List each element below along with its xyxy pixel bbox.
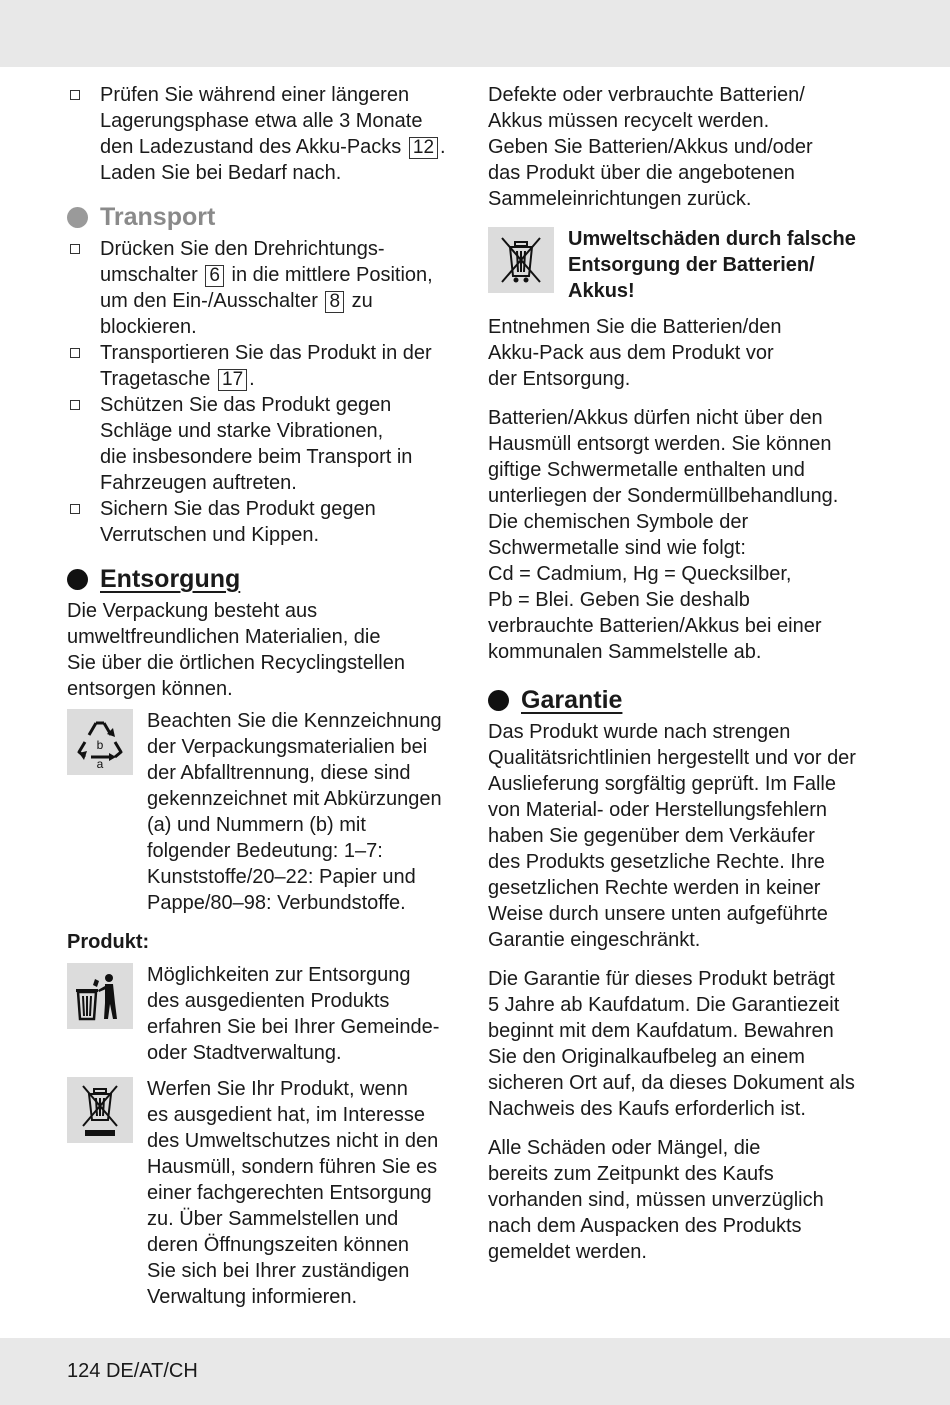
transport-heading: Transport xyxy=(67,202,467,232)
part-ref: 17 xyxy=(218,369,247,391)
recycle-abbrev-label: a xyxy=(96,757,104,769)
checkbox-square-icon xyxy=(70,90,80,100)
packaging-intro: Die Verpackung besteht aus umweltfreundlichen Materialien, die Sie über die örtlichen Recyclingstellen entsorgen können. xyxy=(67,600,405,700)
part-ref: 8 xyxy=(325,291,344,313)
checkbox-square-icon xyxy=(70,244,80,254)
tidyman-trash-icon xyxy=(67,963,133,1029)
list-item: Sichern Sie das Produkt gegen Verrutschen und Kippen. xyxy=(67,496,467,548)
bullet-dot-icon xyxy=(488,690,509,711)
garantie-paragraph-1: Das Produkt wurde nach strengen Qualitätsrichtlinien hergestellt und vor der Auslieferung sorgfältig geprüft. Im Falle von Material- oder Herstellungsfehlern haben Sie gegenüber dem Verkäufer des Produkts gesetzliche Rechte. Ihre gesetzlichen Rechte werden in keiner Weise durch unsere unten aufgeführte Garantie eingeschränkt. xyxy=(488,721,856,951)
recycling-note xyxy=(67,708,467,916)
crossed-bin-warning-icon xyxy=(488,227,554,293)
part-ref: 6 xyxy=(205,265,224,287)
garantie-paragraph-3: Alle Schäden oder Mängel, die bereits zum Zeitpunkt des Kaufs vorhanden sind, müssen unverzüglich nach dem Auspacken des Produkts gemeldet werden. xyxy=(488,1137,824,1263)
left-column xyxy=(67,82,467,1310)
storage-list xyxy=(67,82,467,186)
trash-note xyxy=(67,962,467,1066)
part-ref: 12 xyxy=(409,137,438,159)
checkbox-square-icon xyxy=(70,348,80,358)
list-item: Prüfen Sie während einer längeren Lagerungsphase etwa alle 3 Monate den Ladezustand des Akku-Packs 12 . Laden Sie bei Bedarf nach. xyxy=(67,82,467,186)
header-band xyxy=(0,0,950,67)
recycle-number-label: b xyxy=(96,738,104,752)
garantie-paragraph-2: Die Garantie für dieses Produkt beträgt 5 Jahre ab Kaufdatum. Die Garantiezeit beginnt mit dem Kaufdatum. Bewahren Sie den Originalkaufbeleg an einem sicheren Ort auf, da dieses Dokument als Nachweis des Kaufs erforderlich ist. xyxy=(488,968,855,1120)
produkt-label: Produkt: xyxy=(67,931,150,953)
page-footer xyxy=(67,1358,198,1384)
right-column xyxy=(488,82,888,1265)
battery-remove-text: Entnehmen Sie die Batterien/den Akku-Pack aus dem Produkt vor der Entsorgung. xyxy=(488,316,782,390)
battery-warning-text: Umweltschäden durch falsche Entsorgung der Batterien/ Akkus! xyxy=(568,228,856,302)
list-item: Schützen Sie das Produkt gegen Schläge und starke Vibrationen, die insbesondere beim Transport in Fahrzeugen auftreten. xyxy=(67,392,467,496)
garantie-heading: Garantie xyxy=(488,685,888,715)
checkbox-square-icon xyxy=(70,504,80,514)
heavy-metals-text: Batterien/Akkus dürfen nicht über den Hausmüll entsorgt werden. Sie können giftige Schwermetalle enthalten und unterliegen der Sondermüllbehandlung. Die chemischen Symbole der Schwermetalle sind wie folgt: Cd = Cadmium, Hg = Quecksilber, Pb = Blei. Geben Sie deshalb verbrauchte Batterien/Akkus bei einer kommunalen Sammelstelle ab. xyxy=(488,407,839,663)
list-item: Transportieren Sie das Produkt in der Tragetasche 17 . xyxy=(67,340,467,392)
weee-text: Werfen Sie Ihr Produkt, wenn es ausgedient hat, im Interesse des Umweltschutzes nicht in den Hausmüll, sondern führen Sie es einer fachgerechten Entsorgung zu. Über Sammelstellen und deren Öffnungszeiten können Sie sich bei Ihrer zuständigen Verwaltung informieren. xyxy=(147,1078,439,1308)
region-label: DE/AT/CH xyxy=(105,1360,198,1382)
bullet-dot-icon xyxy=(67,207,88,228)
battery-warning xyxy=(488,226,888,304)
list-item: Drücken Sie den Drehrichtungs- umschalter 6 in die mittlere Position, um den Ein-/Ausschalter 8 zu blockieren. xyxy=(67,236,467,340)
transport-list xyxy=(67,236,467,548)
bullet-dot-icon xyxy=(67,569,88,590)
weee-note xyxy=(67,1076,467,1310)
crossed-bin-icon xyxy=(67,1077,133,1143)
recycling-symbol-icon xyxy=(67,709,133,775)
checkbox-square-icon xyxy=(70,400,80,410)
trash-text: Möglichkeiten zur Entsorgung des ausgedienten Produkts erfahren Sie bei Ihrer Gemeinde- oder Stadtverwaltung. xyxy=(147,964,440,1064)
battery-intro: Defekte oder verbrauchte Batterien/ Akkus müssen recycelt werden. Geben Sie Batterien/Akkus und/oder das Produkt über die angebotenen Sammeleinrichtungen zurück. xyxy=(488,84,813,210)
recycling-text: Beachten Sie die Kennzeichnung der Verpackungsmaterialien bei der Abfalltrennung, diese sind gekennzeichnet mit Abkürzungen (a) und Nummern (b) mit folgender Bedeutung: 1–7: Kunststoffe/20–22: Papier und Pappe/80–98: Verbundstoffe. xyxy=(147,710,442,914)
page-number: 124 xyxy=(67,1360,101,1382)
entsorgung-heading: Entsorgung xyxy=(67,564,467,594)
